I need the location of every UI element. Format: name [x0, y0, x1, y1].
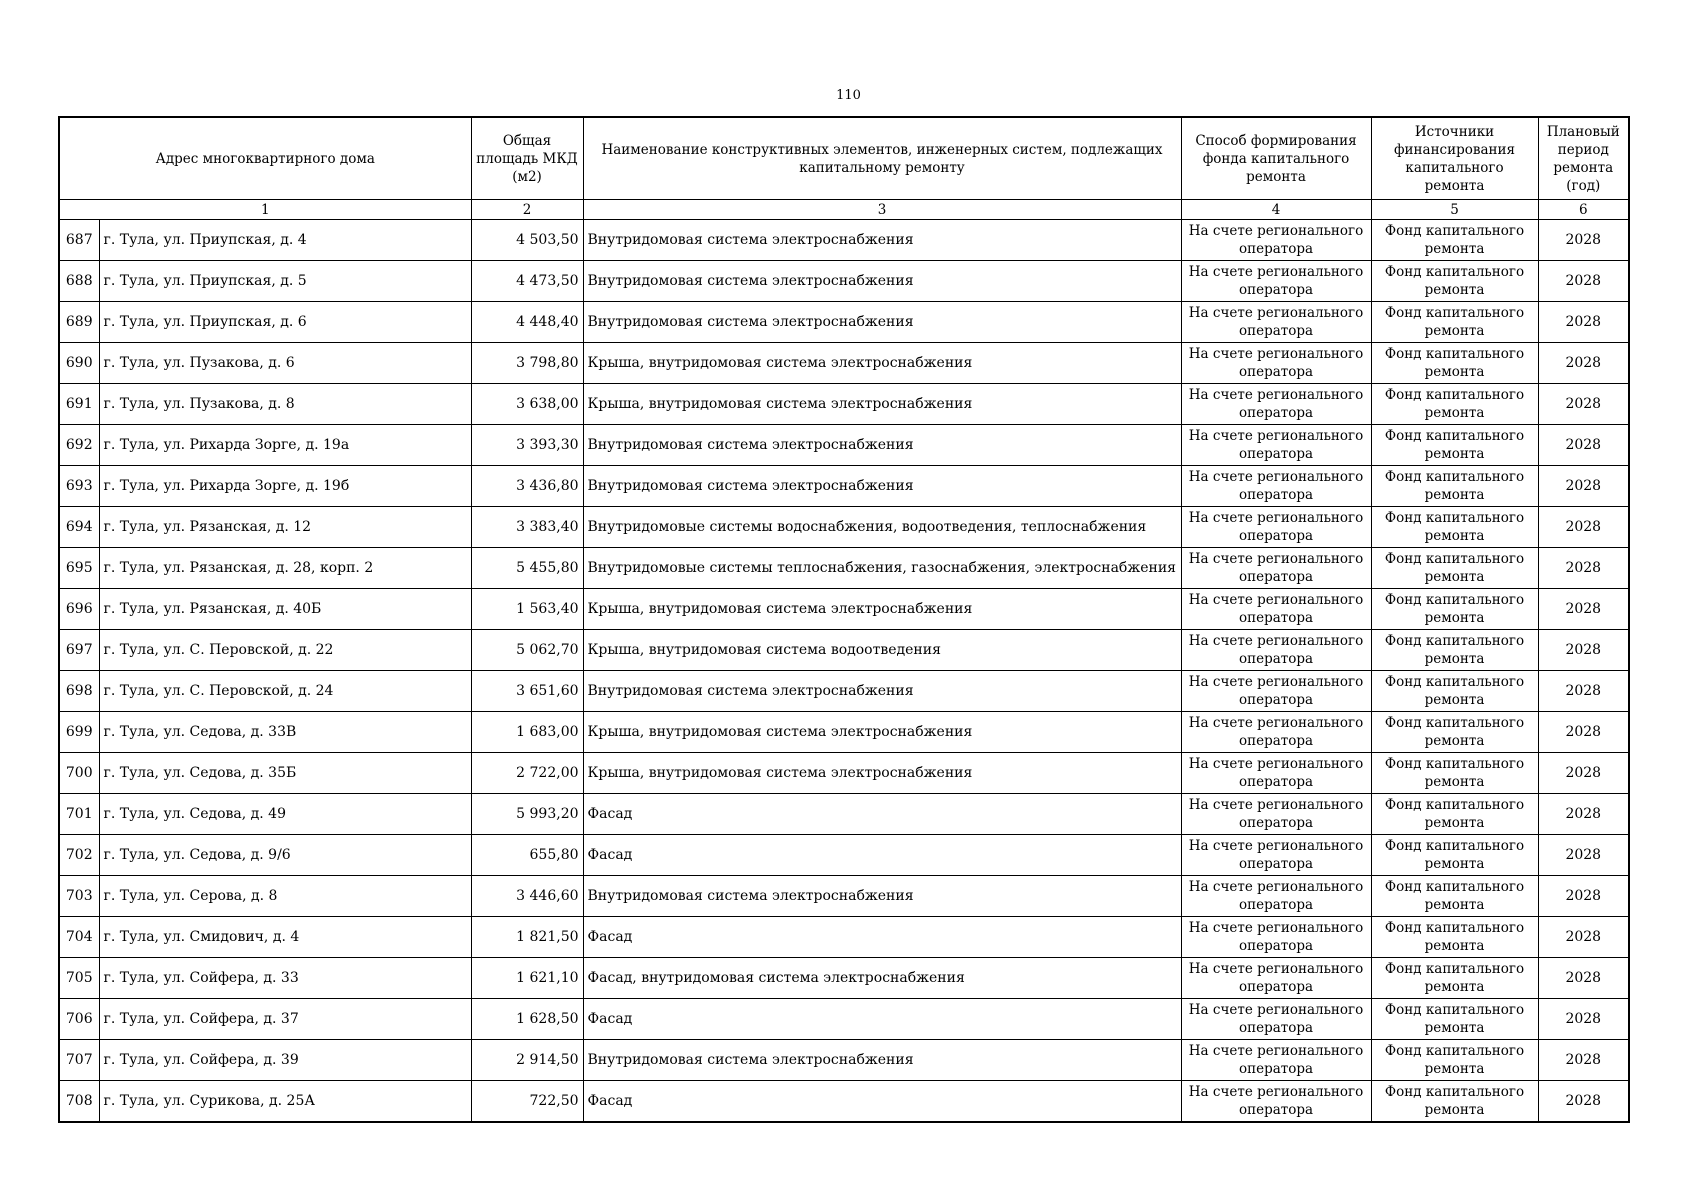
- row-address: г. Тула, ул. Рихарда Зорге, д. 19б: [99, 466, 471, 507]
- row-area: 3 436,80: [471, 466, 583, 507]
- row-fund-method: На счете регионального оператора: [1181, 1040, 1371, 1081]
- table-row: [59, 671, 1629, 712]
- row-fund-method: На счете регионального оператора: [1181, 835, 1371, 876]
- row-number: 697: [59, 630, 99, 671]
- row-address: г. Тула, ул. С. Перовской, д. 22: [99, 630, 471, 671]
- row-number: 694: [59, 507, 99, 548]
- column-number: 6: [1538, 200, 1629, 220]
- row-elements: Внутридомовая система электроснабжения: [583, 261, 1181, 302]
- table-row: [59, 630, 1629, 671]
- row-elements: Крыша, внутридомовая система электроснабжения: [583, 753, 1181, 794]
- row-number: 701: [59, 794, 99, 835]
- table-row: [59, 835, 1629, 876]
- row-year: 2028: [1538, 507, 1629, 548]
- row-area: 3 651,60: [471, 671, 583, 712]
- row-address: г. Тула, ул. Сурикова, д. 25А: [99, 1081, 471, 1123]
- column-number: 5: [1371, 200, 1538, 220]
- row-elements: Фасад: [583, 999, 1181, 1040]
- row-elements: Внутридомовые системы водоснабжения, водоотведения, теплоснабжения: [583, 507, 1181, 548]
- row-elements: Внутридомовая система электроснабжения: [583, 220, 1181, 261]
- row-address: г. Тула, ул. Приупская, д. 4: [99, 220, 471, 261]
- row-funding-source: Фонд капитального ремонта: [1371, 507, 1538, 548]
- row-address: г. Тула, ул. Рязанская, д. 12: [99, 507, 471, 548]
- table-row: [59, 589, 1629, 630]
- row-area: 3 393,30: [471, 425, 583, 466]
- row-fund-method: На счете регионального оператора: [1181, 507, 1371, 548]
- row-address: г. Тула, ул. Седова, д. 33В: [99, 712, 471, 753]
- row-funding-source: Фонд капитального ремонта: [1371, 466, 1538, 507]
- row-year: 2028: [1538, 712, 1629, 753]
- row-funding-source: Фонд капитального ремонта: [1371, 671, 1538, 712]
- row-elements: Внутридомовая система электроснабжения: [583, 671, 1181, 712]
- row-funding-source: Фонд капитального ремонта: [1371, 425, 1538, 466]
- row-year: 2028: [1538, 999, 1629, 1040]
- row-elements: Внутридомовая система электроснабжения: [583, 302, 1181, 343]
- row-fund-method: На счете регионального оператора: [1181, 589, 1371, 630]
- row-area: 1 621,10: [471, 958, 583, 999]
- row-funding-source: Фонд капитального ремонта: [1371, 917, 1538, 958]
- table-row: [59, 220, 1629, 261]
- row-year: 2028: [1538, 384, 1629, 425]
- row-year: 2028: [1538, 835, 1629, 876]
- row-number: 696: [59, 589, 99, 630]
- row-year: 2028: [1538, 958, 1629, 999]
- row-fund-method: На счете регионального оператора: [1181, 425, 1371, 466]
- row-address: г. Тула, ул. Приупская, д. 5: [99, 261, 471, 302]
- table-row: [59, 343, 1629, 384]
- header-address: Адрес многоквартирного дома: [59, 117, 471, 200]
- row-address: г. Тула, ул. С. Перовской, д. 24: [99, 671, 471, 712]
- row-funding-source: Фонд капитального ремонта: [1371, 1040, 1538, 1081]
- column-number: 2: [471, 200, 583, 220]
- row-number: 698: [59, 671, 99, 712]
- row-number: 695: [59, 548, 99, 589]
- row-year: 2028: [1538, 548, 1629, 589]
- column-number: 4: [1181, 200, 1371, 220]
- row-elements: Фасад: [583, 1081, 1181, 1123]
- row-funding-source: Фонд капитального ремонта: [1371, 835, 1538, 876]
- row-fund-method: На счете регионального оператора: [1181, 343, 1371, 384]
- row-number: 688: [59, 261, 99, 302]
- row-number: 702: [59, 835, 99, 876]
- row-number: 693: [59, 466, 99, 507]
- row-fund-method: На счете регионального оператора: [1181, 917, 1371, 958]
- row-fund-method: На счете регионального оператора: [1181, 999, 1371, 1040]
- table-row: [59, 712, 1629, 753]
- row-area: 4 473,50: [471, 261, 583, 302]
- table-row: [59, 466, 1629, 507]
- row-number: 690: [59, 343, 99, 384]
- table-body: [59, 220, 1629, 1123]
- row-fund-method: На счете регионального оператора: [1181, 753, 1371, 794]
- row-area: 1 821,50: [471, 917, 583, 958]
- table-row: [59, 917, 1629, 958]
- row-funding-source: Фонд капитального ремонта: [1371, 384, 1538, 425]
- row-elements: Крыша, внутридомовая система электроснабжения: [583, 384, 1181, 425]
- row-elements: Крыша, внутридомовая система электроснабжения: [583, 343, 1181, 384]
- row-area: 1 563,40: [471, 589, 583, 630]
- table-row: [59, 753, 1629, 794]
- row-funding-source: Фонд капитального ремонта: [1371, 630, 1538, 671]
- header-planned-period: Плановый период ремонта (год): [1538, 117, 1629, 200]
- row-number: 705: [59, 958, 99, 999]
- table-row: [59, 384, 1629, 425]
- row-year: 2028: [1538, 466, 1629, 507]
- row-funding-source: Фонд капитального ремонта: [1371, 343, 1538, 384]
- row-number: 691: [59, 384, 99, 425]
- row-number: 699: [59, 712, 99, 753]
- row-number: 708: [59, 1081, 99, 1123]
- row-funding-source: Фонд капитального ремонта: [1371, 220, 1538, 261]
- row-fund-method: На счете регионального оператора: [1181, 1081, 1371, 1123]
- table-row: [59, 958, 1629, 999]
- row-area: 3 446,60: [471, 876, 583, 917]
- table-row: [59, 794, 1629, 835]
- row-fund-method: На счете регионального оператора: [1181, 794, 1371, 835]
- header-fund-method: Способ формирования фонда капитального ремонта: [1181, 117, 1371, 200]
- row-funding-source: Фонд капитального ремонта: [1371, 876, 1538, 917]
- row-number: 692: [59, 425, 99, 466]
- row-fund-method: На счете регионального оператора: [1181, 630, 1371, 671]
- table-row: [59, 876, 1629, 917]
- row-year: 2028: [1538, 302, 1629, 343]
- row-fund-method: На счете регионального оператора: [1181, 220, 1371, 261]
- row-funding-source: Фонд капитального ремонта: [1371, 794, 1538, 835]
- row-fund-method: На счете регионального оператора: [1181, 876, 1371, 917]
- row-year: 2028: [1538, 1081, 1629, 1123]
- table-row: [59, 261, 1629, 302]
- row-number: 689: [59, 302, 99, 343]
- row-fund-method: На счете регионального оператора: [1181, 712, 1371, 753]
- row-area: 5 993,20: [471, 794, 583, 835]
- row-funding-source: Фонд капитального ремонта: [1371, 261, 1538, 302]
- row-year: 2028: [1538, 1040, 1629, 1081]
- row-elements: Фасад: [583, 835, 1181, 876]
- header-area: Общая площадь МКД (м2): [471, 117, 583, 200]
- row-area: 1 628,50: [471, 999, 583, 1040]
- row-funding-source: Фонд капитального ремонта: [1371, 1081, 1538, 1123]
- row-address: г. Тула, ул. Рихарда Зорге, д. 19а: [99, 425, 471, 466]
- row-area: 5 455,80: [471, 548, 583, 589]
- row-elements: Внутридомовая система электроснабжения: [583, 425, 1181, 466]
- table-row: [59, 302, 1629, 343]
- row-elements: Крыша, внутридомовая система электроснабжения: [583, 589, 1181, 630]
- column-number: 3: [583, 200, 1181, 220]
- row-year: 2028: [1538, 425, 1629, 466]
- header-funding-source: Источники финансирования капитального ремонта: [1371, 117, 1538, 200]
- row-area: 3 798,80: [471, 343, 583, 384]
- row-fund-method: На счете регионального оператора: [1181, 384, 1371, 425]
- row-year: 2028: [1538, 261, 1629, 302]
- row-area: 3 383,40: [471, 507, 583, 548]
- row-area: 1 683,00: [471, 712, 583, 753]
- row-fund-method: На счете регионального оператора: [1181, 958, 1371, 999]
- row-address: г. Тула, ул. Сойфера, д. 39: [99, 1040, 471, 1081]
- row-elements: Крыша, внутридомовая система водоотведения: [583, 630, 1181, 671]
- row-year: 2028: [1538, 589, 1629, 630]
- row-area: 722,50: [471, 1081, 583, 1123]
- repair-register-table: [58, 116, 1630, 1123]
- row-address: г. Тула, ул. Приупская, д. 6: [99, 302, 471, 343]
- row-year: 2028: [1538, 876, 1629, 917]
- header-row: [59, 117, 1629, 200]
- column-number-row: [59, 200, 1629, 220]
- row-fund-method: На счете регионального оператора: [1181, 466, 1371, 507]
- header-elements: Наименование конструктивных элементов, инженерных систем, подлежащих капитальному ремонту: [583, 117, 1181, 200]
- row-year: 2028: [1538, 917, 1629, 958]
- row-number: 707: [59, 1040, 99, 1081]
- table-row: [59, 425, 1629, 466]
- row-address: г. Тула, ул. Пузакова, д. 6: [99, 343, 471, 384]
- row-area: 4 503,50: [471, 220, 583, 261]
- row-address: г. Тула, ул. Сойфера, д. 33: [99, 958, 471, 999]
- row-elements: Внутридомовые системы теплоснабжения, газоснабжения, электроснабжения: [583, 548, 1181, 589]
- row-address: г. Тула, ул. Рязанская, д. 28, корп. 2: [99, 548, 471, 589]
- row-address: г. Тула, ул. Рязанская, д. 40Б: [99, 589, 471, 630]
- row-year: 2028: [1538, 794, 1629, 835]
- row-number: 687: [59, 220, 99, 261]
- row-address: г. Тула, ул. Седова, д. 49: [99, 794, 471, 835]
- row-fund-method: На счете регионального оператора: [1181, 671, 1371, 712]
- row-address: г. Тула, ул. Пузакова, д. 8: [99, 384, 471, 425]
- row-year: 2028: [1538, 220, 1629, 261]
- row-address: г. Тула, ул. Серова, д. 8: [99, 876, 471, 917]
- row-number: 704: [59, 917, 99, 958]
- row-funding-source: Фонд капитального ремонта: [1371, 753, 1538, 794]
- row-number: 706: [59, 999, 99, 1040]
- row-year: 2028: [1538, 630, 1629, 671]
- row-fund-method: На счете регионального оператора: [1181, 261, 1371, 302]
- row-number: 700: [59, 753, 99, 794]
- row-address: г. Тула, ул. Смидович, д. 4: [99, 917, 471, 958]
- row-fund-method: На счете регионального оператора: [1181, 302, 1371, 343]
- row-address: г. Тула, ул. Седова, д. 9/6: [99, 835, 471, 876]
- row-elements: Крыша, внутридомовая система электроснабжения: [583, 712, 1181, 753]
- row-elements: Внутридомовая система электроснабжения: [583, 1040, 1181, 1081]
- row-area: 4 448,40: [471, 302, 583, 343]
- row-funding-source: Фонд капитального ремонта: [1371, 958, 1538, 999]
- table-row: [59, 548, 1629, 589]
- row-elements: Фасад: [583, 917, 1181, 958]
- column-number: 1: [59, 200, 471, 220]
- table-row: [59, 507, 1629, 548]
- table-row: [59, 1081, 1629, 1123]
- row-number: 703: [59, 876, 99, 917]
- row-fund-method: На счете регионального оператора: [1181, 548, 1371, 589]
- row-year: 2028: [1538, 753, 1629, 794]
- row-address: г. Тула, ул. Сойфера, д. 37: [99, 999, 471, 1040]
- table-row: [59, 1040, 1629, 1081]
- page-number: 110: [836, 88, 861, 103]
- table-row: [59, 999, 1629, 1040]
- row-elements: Фасад, внутридомовая система электроснабжения: [583, 958, 1181, 999]
- row-funding-source: Фонд капитального ремонта: [1371, 548, 1538, 589]
- row-year: 2028: [1538, 343, 1629, 384]
- row-elements: Фасад: [583, 794, 1181, 835]
- row-area: 2 722,00: [471, 753, 583, 794]
- row-elements: Внутридомовая система электроснабжения: [583, 876, 1181, 917]
- row-year: 2028: [1538, 671, 1629, 712]
- row-funding-source: Фонд капитального ремонта: [1371, 589, 1538, 630]
- row-area: 655,80: [471, 835, 583, 876]
- row-area: 5 062,70: [471, 630, 583, 671]
- row-funding-source: Фонд капитального ремонта: [1371, 712, 1538, 753]
- row-elements: Внутридомовая система электроснабжения: [583, 466, 1181, 507]
- row-area: 2 914,50: [471, 1040, 583, 1081]
- row-area: 3 638,00: [471, 384, 583, 425]
- row-funding-source: Фонд капитального ремонта: [1371, 302, 1538, 343]
- row-address: г. Тула, ул. Седова, д. 35Б: [99, 753, 471, 794]
- row-funding-source: Фонд капитального ремонта: [1371, 999, 1538, 1040]
